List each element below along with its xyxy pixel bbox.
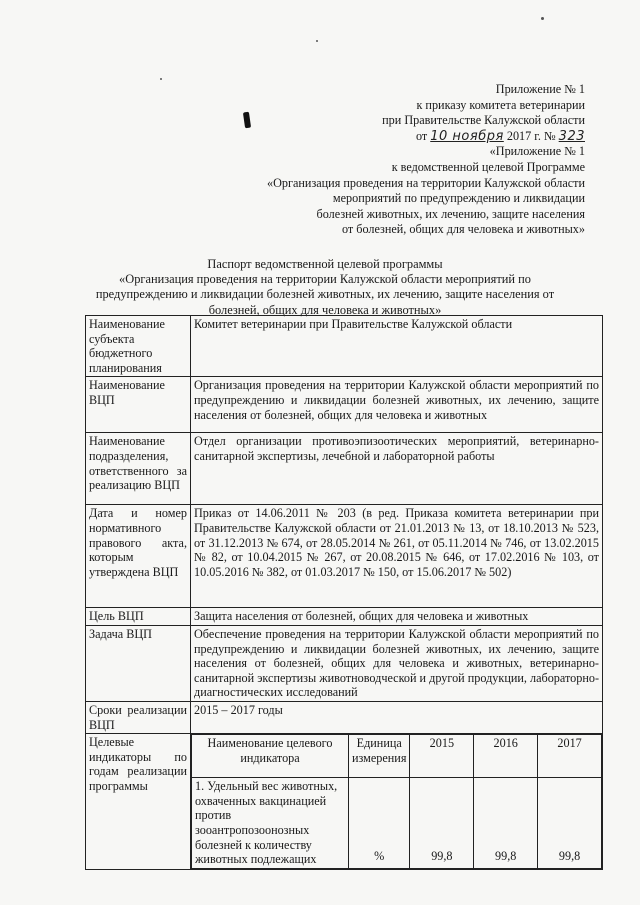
date-prefix: от — [415, 128, 428, 143]
header-line: Приложение № 1 — [495, 82, 585, 96]
table-row — [86, 734, 603, 870]
scan-speck — [316, 40, 318, 42]
column-header: 2016 — [474, 735, 538, 778]
header-line: к ведомственной целевой Программе — [391, 159, 585, 174]
header-line: «Приложение № 1 — [489, 144, 585, 159]
order-date-line — [165, 129, 585, 145]
header-line: «Организация проведения на территории Калужской области — [267, 175, 585, 190]
indicator-2017: 99,8 — [538, 778, 602, 869]
row-label: Сроки реализации ВЦП — [86, 701, 191, 733]
header-line: от болезней, общих для человека и животных» — [341, 222, 585, 237]
title-line: «Организация проведения на территории Калужской области мероприятий по — [119, 272, 531, 287]
column-header: 2017 — [538, 735, 602, 778]
indicators-header-row — [192, 735, 602, 778]
table-row — [86, 701, 603, 733]
row-label: Наименование ВЦП — [86, 377, 191, 433]
row-value: 2015 – 2017 годы — [191, 701, 603, 733]
column-header: Единица измерения — [349, 735, 410, 778]
handwritten-date: 10 ноября — [430, 128, 504, 144]
row-value: Отдел организации противоэпизоотических мероприятий, ветеринарно-санитарной экспертизы, лечебной и лабораторной работы — [191, 433, 603, 505]
header-line: болезней животных, их лечению, защите населения — [316, 206, 585, 221]
passport-table — [85, 315, 603, 870]
scan-speck — [541, 17, 544, 20]
header-line: при Правительстве Калужской области — [382, 113, 585, 128]
table-row — [86, 505, 603, 608]
indicators-table — [191, 734, 602, 869]
row-label: Целевые индикаторы по годам реализации программы — [86, 734, 191, 870]
indicator-name: 1. Удельный вес животных, охваченных вакцинацией против зооантропозоонозных болезней к количеству животных подлежащих — [192, 778, 349, 869]
table-row — [86, 625, 603, 701]
row-label: Цель ВЦП — [86, 608, 191, 626]
table-row — [86, 316, 603, 377]
appendix-header — [165, 82, 585, 238]
indicator-2015: 99,8 — [410, 778, 474, 869]
row-value: Комитет ветеринарии при Правительстве Калужской области — [191, 316, 603, 377]
row-value: Обеспечение проведения на территории Калужской области мероприятий по предупреждению и ликвидации болезней животных, их лечению, защите населения от болезней, общих для человека и животных, ветеринарно-санитарной экспертизы животноводческой и другой продукции, лабораторно-диагностических исследований — [191, 625, 603, 701]
indicator-unit: % — [349, 778, 410, 869]
year-text: 2017 г. № — [506, 128, 556, 143]
indicators-row — [192, 778, 602, 869]
table-row — [86, 377, 603, 433]
scan-speck — [160, 78, 162, 80]
handwritten-number: 323 — [558, 128, 585, 144]
row-value: Организация проведения на территории Калужской области мероприятий по предупреждению и ликвидации болезней животных, их лечению, защите населения от болезней, общих для человека и животных — [191, 377, 603, 433]
row-label: Наименование субъекта бюджетного планирования — [86, 316, 191, 377]
column-header: 2015 — [410, 735, 474, 778]
table-row — [86, 608, 603, 626]
indicators-cell — [191, 734, 603, 870]
row-value: Приказ от 14.06.2011 № 203 (в ред. Приказа комитета ветеринарии при Правительстве Калужской области от 21.01.2013 № 13, от 18.10.2013 № 523, от 31.12.2013 № 674, от 28.05.2014 № 261, от 05.11.2014 № 746, от 13.02.2015 № 82, от 10.04.2015 № 267, от 20.08.2015 № 646, от 17.02.2016 № 103, от 10.05.2016 № 382, от 01.03.2017 № 150, от 15.06.2017 № 502) — [191, 505, 603, 608]
title-line: болезней, общих для человека и животных» — [208, 302, 442, 317]
row-label: Дата и номер нормативного правового акта, которым утверждена ВЦП — [86, 505, 191, 608]
title-line: предупреждению и ликвидации болезней животных, их лечению, защите населения от — [95, 287, 555, 302]
column-header: Наименование целевого индикатора — [192, 735, 349, 778]
title-line: Паспорт ведомственной целевой программы — [207, 257, 443, 271]
indicator-2016: 99,8 — [474, 778, 538, 869]
row-value: Защита населения от болезней, общих для человека и животных — [191, 608, 603, 626]
passport-title — [70, 257, 580, 318]
row-label: Задача ВЦП — [86, 625, 191, 701]
table-row — [86, 433, 603, 505]
header-line: мероприятий по предупреждению и ликвидации — [332, 191, 585, 206]
row-label: Наименование подразделения, ответственного за реализацию ВЦП — [86, 433, 191, 505]
header-line: к приказу комитета ветеринарии — [416, 97, 585, 112]
